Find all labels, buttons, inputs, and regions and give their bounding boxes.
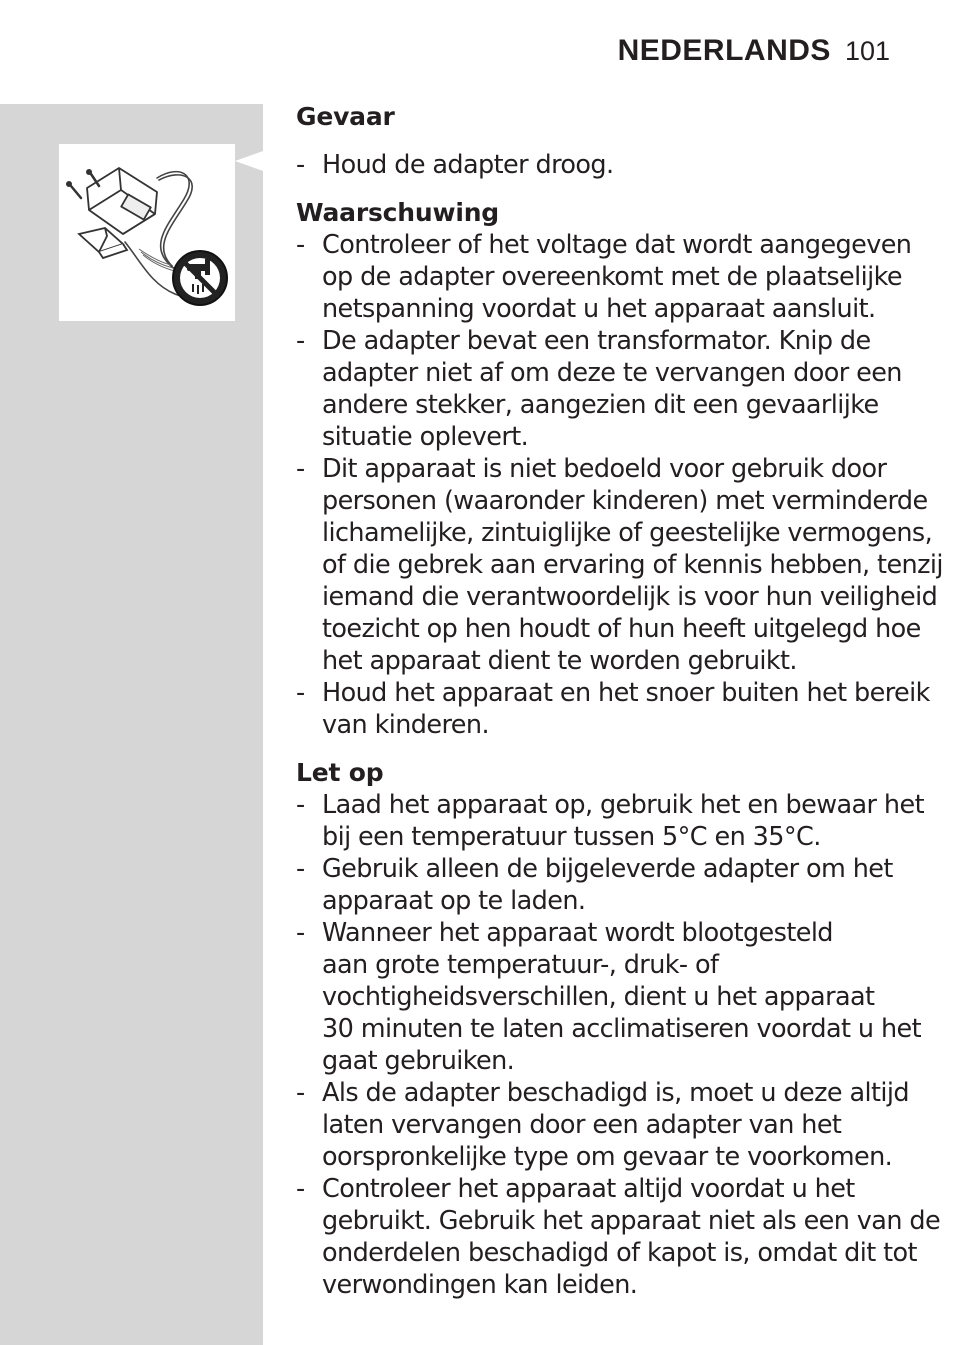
adapter-figure — [59, 144, 235, 321]
text-line: van kinderen. — [322, 710, 489, 740]
list-item — [296, 677, 930, 741]
text-line: gaat gebruiken. — [322, 1046, 515, 1076]
text-line: Controleer of het voltage dat wordt aangegeven — [322, 230, 912, 260]
list-item — [296, 325, 916, 453]
adapter-no-water-icon — [59, 144, 235, 321]
dash-marker: - — [296, 1078, 305, 1108]
list-item — [296, 453, 943, 677]
text-line: het apparaat dient te worden gebruikt. — [322, 646, 797, 676]
list-item — [296, 789, 924, 853]
main-content — [296, 101, 943, 1301]
text-line: verwondingen kan leiden. — [322, 1270, 638, 1300]
text-line: aan grote temperatuur-, druk- of — [322, 950, 719, 980]
text-line: oorspronkelijke type om gevaar te voorkomen. — [322, 1142, 893, 1172]
text-line: Dit apparaat is niet bedoeld voor gebruik door — [322, 454, 887, 484]
bullet-list — [296, 149, 916, 181]
list-item — [296, 149, 916, 181]
text-line: toezicht op hen houdt of hun heeft uitgelegd hoe — [322, 614, 921, 644]
text-line: Houd het apparaat en het snoer buiten het bereik — [322, 678, 930, 708]
section-gap — [296, 181, 916, 197]
list-item — [296, 1173, 941, 1301]
section-heading: Gevaar — [296, 102, 395, 131]
text-line: op de adapter overeenkomt met de plaatselijke — [322, 262, 902, 292]
text-line: andere stekker, aangezien dit een gevaarlijke — [322, 390, 879, 420]
list-item — [296, 853, 916, 917]
dash-marker: - — [296, 454, 305, 484]
text-line: Gebruik alleen de bijgeleverde adapter om het — [322, 854, 893, 884]
heading-gap — [296, 133, 916, 149]
page-number: 101 — [844, 36, 890, 66]
text-line: situatie oplevert. — [322, 422, 529, 452]
list-item — [296, 1077, 916, 1173]
text-line: Als de adapter beschadigd is, moet u deze altijd — [322, 1078, 909, 1108]
text-line: personen (waaronder kinderen) met verminderde — [322, 486, 928, 516]
page-header — [618, 34, 890, 68]
text-line: Controleer het apparaat altijd voordat u het — [322, 1174, 855, 1204]
section-gap — [296, 741, 916, 757]
dash-marker: - — [296, 150, 305, 180]
text-line: Laad het apparaat op, gebruik het en bewaar het — [322, 790, 924, 820]
text-line: of die gebrek aan ervaring of kennis hebben, tenzij — [322, 550, 943, 580]
list-item — [296, 917, 922, 1077]
bullet-list — [296, 789, 941, 1301]
dash-marker: - — [296, 790, 305, 820]
dash-marker: - — [296, 678, 305, 708]
text-line: Wanneer het apparaat wordt blootgesteld — [322, 918, 833, 948]
bullet-list — [296, 229, 943, 741]
text-line: onderdelen beschadigd of kapot is, omdat dit tot — [322, 1238, 917, 1268]
text-line: laten vervangen door een adapter van het — [322, 1110, 842, 1140]
text-line: gebruikt. Gebruik het apparaat niet als een van de — [322, 1206, 941, 1236]
dash-marker: - — [296, 918, 305, 948]
text-line: vochtigheidsverschillen, dient u het apparaat — [322, 982, 875, 1012]
text-line: 30 minuten te laten acclimatiseren voordat u het — [322, 1014, 922, 1044]
text-line: Houd de adapter droog. — [322, 150, 614, 180]
text-line: apparaat op te laden. — [322, 886, 586, 916]
text-line: adapter niet af om deze te vervangen door een — [322, 358, 902, 388]
list-item — [296, 229, 916, 325]
section-heading: Let op — [296, 758, 384, 787]
text-line: iemand die verantwoordelijk is voor hun veiligheid — [322, 582, 938, 612]
text-line: lichamelijke, zintuiglijke of geestelijke vermogens, — [322, 518, 933, 548]
pointer-arrow-icon — [235, 145, 263, 175]
text-line: bij een temperatuur tussen 5°C en 35°C. — [322, 822, 821, 852]
dash-marker: - — [296, 1174, 305, 1204]
section-heading: Waarschuwing — [296, 198, 500, 227]
text-line: De adapter bevat een transformator. Knip de — [322, 326, 871, 356]
language-title: NEDERLANDS — [617, 34, 831, 67]
dash-marker: - — [296, 326, 305, 356]
text-line: netspanning voordat u het apparaat aansluit. — [322, 294, 876, 324]
dash-marker: - — [296, 230, 305, 260]
dash-marker: - — [296, 854, 305, 884]
